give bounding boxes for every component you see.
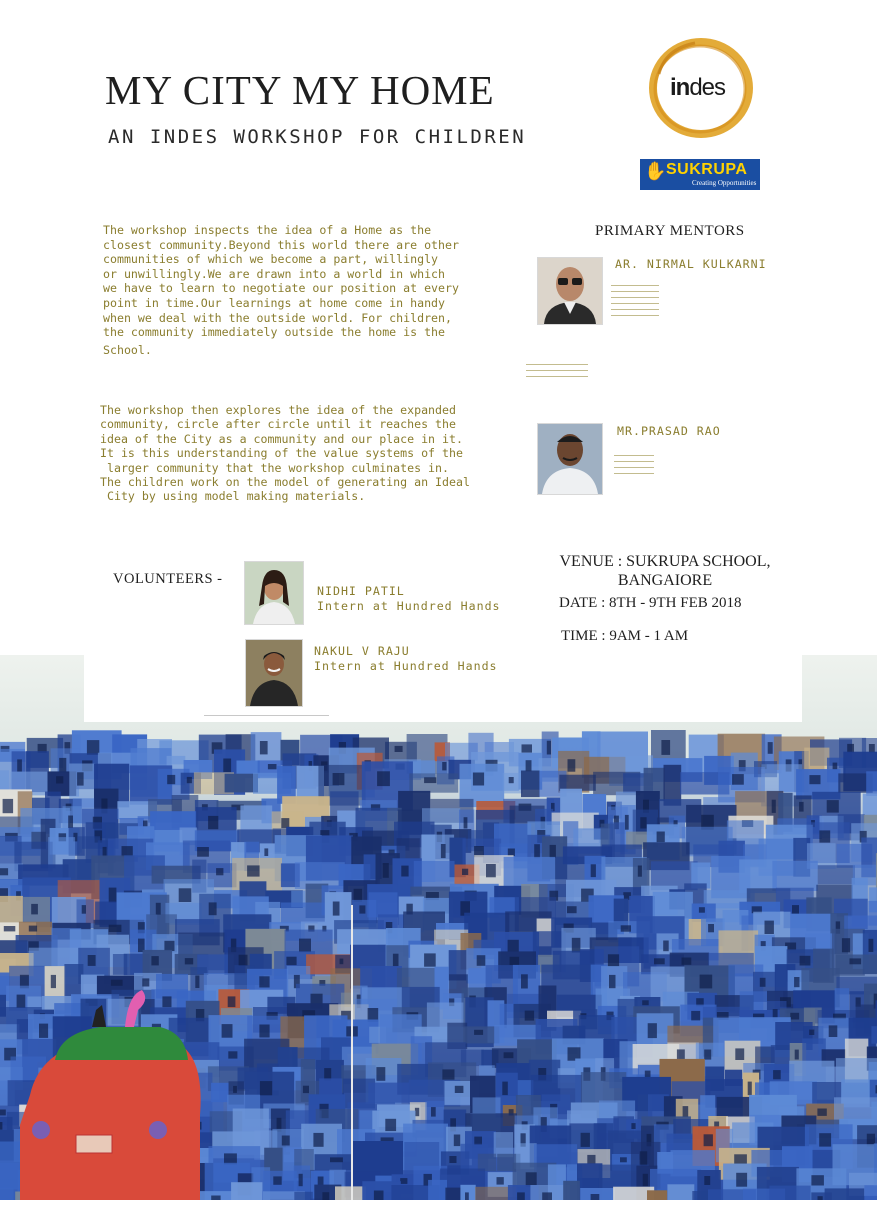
volunteer-name: NIDHI PATIL — [317, 584, 501, 599]
mentors-heading: PRIMARY MENTORS — [595, 223, 745, 240]
description-line: we have to learn to negotiate our position at every — [103, 281, 523, 296]
city-illustration — [0, 655, 877, 1200]
sukrupa-logo-tagline: Creating Opportunities — [692, 179, 756, 187]
description-paragraph-2 — [100, 403, 530, 504]
description-paragraph-1 — [103, 223, 523, 357]
venue-line: VENUE : SUKRUPA SCHOOL, — [540, 553, 790, 572]
indes-logo-des: des — [689, 74, 725, 101]
description-line: communities of which we become a part, willingly — [103, 252, 523, 267]
divider — [204, 715, 329, 716]
mentor-name: MR.PRASAD RAO — [617, 424, 721, 438]
description-line: The children work on the model of generating an Ideal — [100, 475, 530, 489]
sukrupa-logo — [640, 159, 760, 190]
description-line: It is this understanding of the value systems of the — [100, 446, 530, 460]
indes-logo — [645, 34, 757, 142]
volunteer-photo-nakul — [245, 639, 303, 707]
sukrupa-logo-name: SUKRUPA — [666, 161, 747, 179]
description-line: the community immediately outside the home is the — [103, 325, 523, 340]
description-line: City by using model making materials. — [100, 489, 530, 503]
volunteers-heading: VOLUNTEERS - — [113, 571, 223, 588]
description-line: larger community that the workshop culminates in. — [100, 461, 530, 475]
description-line: School. — [103, 343, 523, 358]
volunteer-role: Intern at Hundred Hands — [314, 659, 498, 674]
description-line: The workshop then explores the idea of the expanded — [100, 403, 530, 417]
poster-title: MY CITY MY HOME — [105, 66, 495, 114]
venue — [540, 553, 790, 590]
event-time: TIME : 9AM - 1 AM — [561, 628, 688, 645]
mentor-bio-placeholder — [614, 455, 654, 477]
venue-line: BANGAIORE — [540, 572, 790, 591]
volunteer-entry — [314, 644, 498, 674]
description-line: point in time.Our learnings at home come in handy — [103, 296, 523, 311]
mentor-bio-placeholder — [526, 364, 588, 380]
volunteer-photo-nidhi — [244, 561, 304, 625]
description-line: idea of the City as a community and our place in it. — [100, 432, 530, 446]
description-line: or unwillingly.We are drawn into a world in which — [103, 267, 523, 282]
volunteer-role: Intern at Hundred Hands — [317, 599, 501, 614]
poster-subtitle: AN INDES WORKSHOP FOR CHILDREN — [108, 126, 526, 148]
hand-icon: ✋ — [644, 161, 666, 182]
description-line: The workshop inspects the idea of a Home as the — [103, 223, 523, 238]
mentor-photo-nirmal — [537, 257, 603, 325]
mentor-name: AR. NIRMAL KULKARNI — [615, 257, 767, 271]
volunteer-name: NAKUL V RAJU — [314, 644, 498, 659]
mentor-bio-placeholder — [611, 285, 659, 319]
event-date: DATE : 8TH - 9TH FEB 2018 — [559, 595, 742, 612]
volunteer-entry — [317, 584, 501, 614]
description-line: community, circle after circle until it reaches the — [100, 417, 530, 431]
description-line: closest community.Beyond this world there are other — [103, 238, 523, 253]
description-line: when we deal with the outside world. For children, — [103, 311, 523, 326]
mentor-photo-prasad — [537, 423, 603, 495]
indes-logo-in: in — [670, 74, 689, 101]
